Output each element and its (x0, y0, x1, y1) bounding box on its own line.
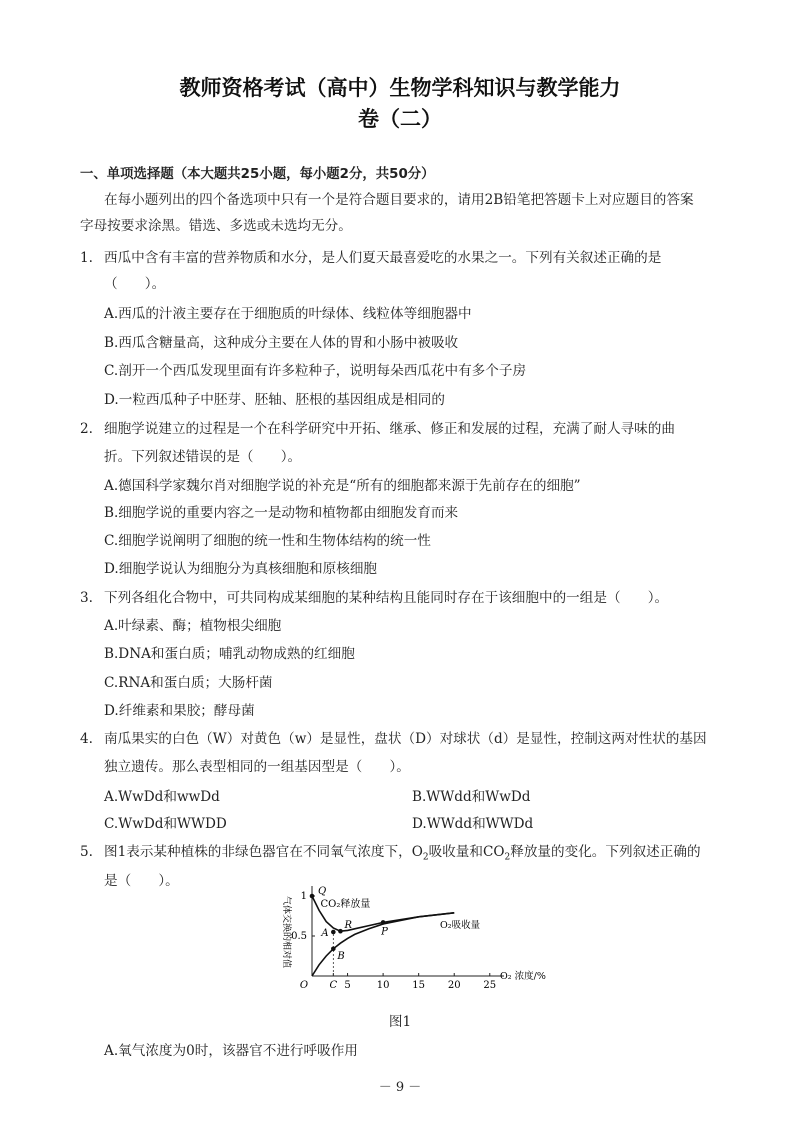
point-label: A (321, 928, 329, 939)
question-stem: 下列各组化合物中，可共同构成某细胞的某种结构且能同时存在于该细胞中的一组是（ ）。 (104, 590, 669, 606)
answer-option[interactable]: C.剖开一个西瓜发现里面有许多粒种子，说明每朵西瓜花中有多个子房 (104, 363, 527, 379)
answer-option[interactable]: B.西瓜含糖量高，这种成分主要在人体的胃和小肠中被吸收 (104, 335, 459, 351)
question-stem: 是（ ）。 (104, 873, 179, 889)
answer-option[interactable]: B.WWdd和WwDd (412, 789, 531, 805)
answer-option[interactable]: A.德国科学家魏尔肖对细胞学说的补充是“所有的细胞都来源于先前存在的细胞” (104, 478, 581, 494)
answer-option[interactable]: A.西瓜的汁液主要存在于细胞质的叶绿体、线粒体等细胞器中 (104, 306, 472, 322)
answer-option[interactable]: A.氧气浓度为0时，该器官不进行呼吸作用 (104, 1043, 358, 1059)
answer-option[interactable]: C.细胞学说阐明了细胞的统一性和生物体结构的统一性 (104, 533, 431, 549)
question-number: 1. (80, 250, 93, 266)
x-axis-label: O₂ 浓度/% (500, 971, 546, 982)
point-a (331, 930, 336, 935)
question-number: 5. (80, 844, 93, 860)
x-tick-label: C (329, 980, 338, 991)
question-stem: 折。下列叙述错误的是（ ）。 (104, 449, 302, 465)
answer-option[interactable]: A.叶绿素、酶；植物根尖细胞 (104, 618, 282, 634)
figure-caption: 图1 (388, 1014, 412, 1030)
question-stem: 细胞学说建立的过程是一个在科学研究中开拓、继承、修正和发展的过程，充满了耐人寻味的曲 (104, 421, 675, 437)
answer-option[interactable]: C.WwDd和WWDD (104, 816, 227, 832)
o2-series-label: O₂吸收量 (440, 920, 481, 931)
co2-series-label: CO₂释放量 (320, 899, 371, 911)
question-stem: （ ）。 (104, 276, 166, 292)
question-stem: 南瓜果实的白色（W）对黄色（w）是显性，盘状（D）对球状（d）是显性，控制这两对性状的基因 (104, 731, 707, 747)
question-number: 4. (80, 731, 93, 747)
instruction-line-2: 字母按要求涂黑。错选、多选或未选均无分。 (80, 218, 352, 234)
answer-option[interactable]: D.纤维素和果胶；酵母菌 (104, 703, 255, 719)
answer-option[interactable]: D.一粒西瓜种子中胚芽、胚轴、胚根的基因组成是相同的 (104, 392, 445, 408)
answer-option[interactable]: D.细胞学说认为细胞分为真核细胞和原核细胞 (104, 561, 378, 577)
question-stem: 图1表示某种植株的非绿色器官在不同氧气浓度下，$O_2$吸收量和$CO_2$释放量的变化。下列叙述正确的 (104, 844, 701, 863)
point-label: R (344, 920, 352, 932)
x-tick-label: 15 (412, 980, 426, 991)
exam-title: 教师资格考试（高中）生物学科知识与教学能力 (179, 76, 621, 100)
point-label: P (381, 926, 388, 938)
y-tick-label: 1 (300, 891, 307, 902)
x-tick-label: 5 (344, 980, 351, 991)
x-tick-label: O (299, 980, 309, 991)
question-number: 2. (80, 421, 93, 437)
respiration-chart (272, 880, 546, 992)
x-tick-label: 10 (376, 980, 390, 991)
answer-option[interactable]: A.WwDd和wwDd (104, 789, 220, 805)
answer-option[interactable]: B.细胞学说的重要内容之一是动物和植物都由细胞发育而来 (104, 505, 459, 521)
question-stem: 西瓜中含有丰富的营养物质和水分，是人们夏天最喜爱吃的水果之一。下列有关叙述正确的是 (104, 250, 662, 266)
exam-subtitle: 卷（二） (358, 107, 442, 131)
question-number: 3. (80, 590, 93, 606)
instruction-line-1: 在每小题列出的四个备选项中只有一个是符合题目要求的，请用2B铅笔把答题卡上对应题目的答案 (104, 192, 694, 208)
answer-option[interactable]: B.DNA和蛋白质；哺乳动物成熟的红细胞 (104, 646, 355, 662)
section-heading: 一、单项选择题（本大题共25小题，每小题2分，共50分） (80, 167, 435, 182)
point-label: B (337, 950, 345, 962)
page-number: － 9 － (378, 1080, 422, 1095)
point-b (331, 947, 336, 952)
x-tick-label: 25 (483, 980, 497, 991)
y-axis-label: 气体交换的相对值 (281, 895, 291, 969)
point-p (381, 920, 386, 925)
point-r (338, 929, 343, 934)
point-q (310, 894, 315, 899)
answer-option[interactable]: D.WWdd和WWDd (412, 816, 534, 832)
answer-option[interactable]: C.RNA和蛋白质；大肠杆菌 (104, 675, 273, 691)
y-tick-label: 0.5 (291, 931, 307, 942)
question-stem: 独立遗传。那么表型相同的一组基因型是（ ）。 (104, 759, 410, 775)
point-label: Q (318, 886, 327, 897)
x-tick-label: 20 (447, 980, 461, 991)
